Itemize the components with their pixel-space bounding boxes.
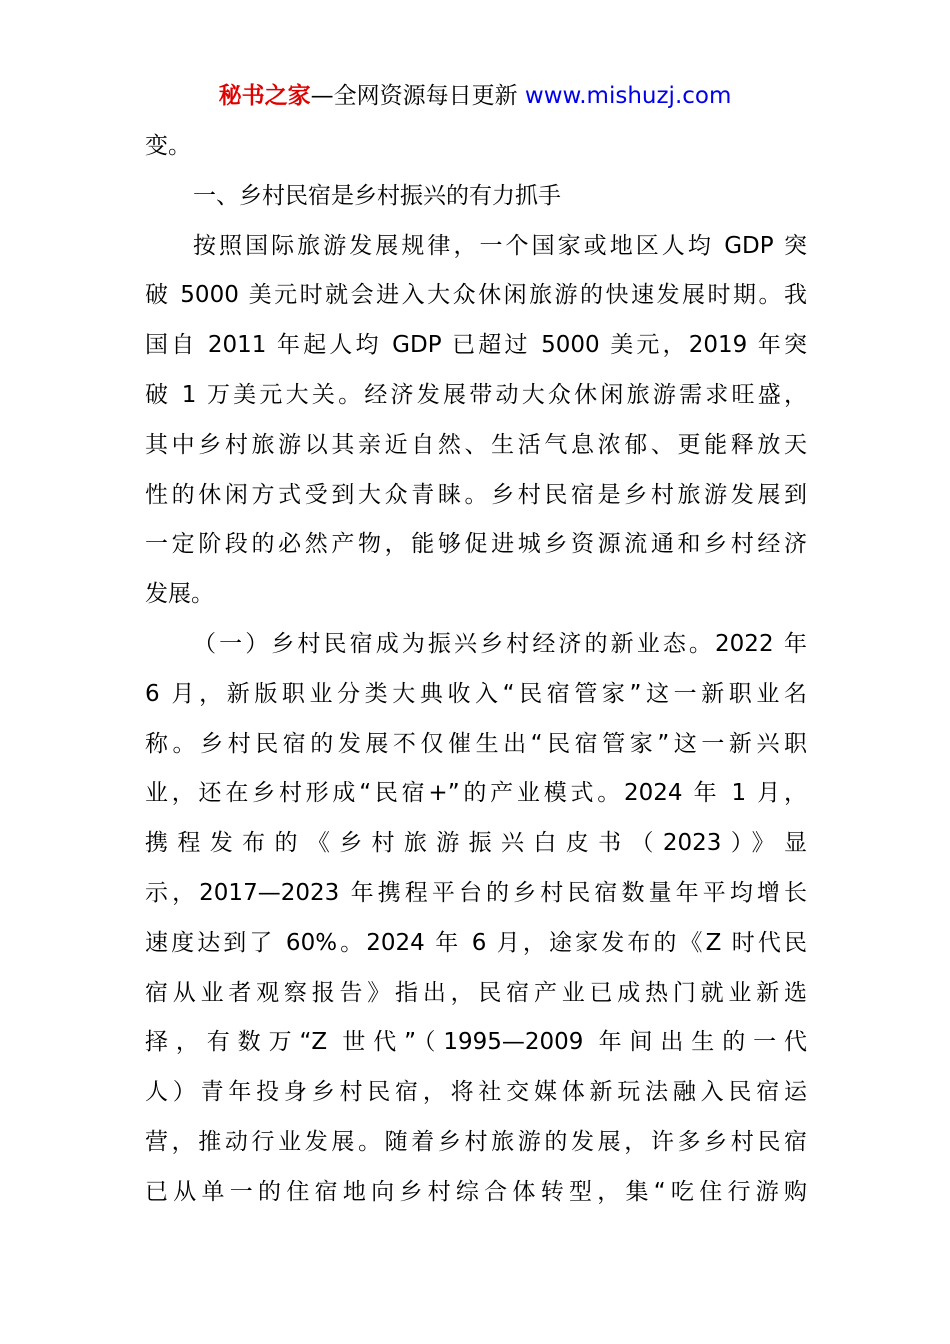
text-line: 业，还在乡村形成“民宿+”的产业模式。2024 年 1 月，: [145, 780, 807, 807]
text-line: 人）青年投身乡村民宿，将社交媒体新玩法融入民宿运: [145, 1079, 807, 1106]
text-line: 按照国际旅游发展规律，一个国家或地区人均 GDP 突: [193, 232, 807, 259]
section-heading: 一、乡村民宿是乡村振兴的有力抓手: [193, 182, 561, 209]
text-line: 发展。: [145, 581, 214, 608]
site-tagline: —全网资源每日更新: [310, 83, 525, 109]
text-line: 携程发布的《乡村旅游振兴白皮书（2023）》显: [145, 830, 807, 857]
text-line: 性的休闲方式受到大众青睐。乡村民宿是乡村旅游发展到: [145, 481, 807, 508]
text-line: 一定阶段的必然产物，能够促进城乡资源流通和乡村经济: [145, 531, 807, 558]
text-line: 变。: [145, 133, 191, 159]
site-url-link[interactable]: www.mishuzj.com: [524, 83, 732, 109]
text-line: 6 月，新版职业分类大典收入“民宿管家”这一新职业名: [145, 680, 807, 707]
text-line: 示，2017—2023 年携程平台的乡村民宿数量年平均增长: [145, 879, 807, 906]
text-line: 破 1 万美元大关。经济发展带动大众休闲旅游需求旺盛，: [145, 381, 807, 408]
document-body: [145, 122, 807, 1218]
site-brand: 秘书之家: [218, 83, 311, 109]
site-header: [0, 80, 950, 112]
text-line: 国自 2011 年起人均 GDP 已超过 5000 美元，2019 年突: [145, 332, 807, 359]
subsection-heading: （一）乡村民宿成为振兴乡村经济的新业态。2022 年: [193, 630, 807, 657]
text-line: 已从单一的住宿地向乡村综合体转型，集“吃住行游购: [145, 1178, 807, 1205]
text-line: 其中乡村旅游以其亲近自然、生活气息浓郁、更能释放天: [145, 431, 807, 458]
text-line: 择，有数万“Z 世代”（1995—2009 年间出生的一代: [145, 1029, 807, 1056]
text-line: 称。乡村民宿的发展不仅催生出“民宿管家”这一新兴职: [145, 730, 807, 757]
text-line: 营，推动行业发展。随着乡村旅游的发展，许多乡村民宿: [145, 1128, 807, 1155]
text-line: 宿从业者观察报告》指出，民宿产业已成热门就业新选: [145, 979, 807, 1006]
text-line: 破 5000 美元时就会进入大众休闲旅游的快速发展时期。我: [145, 282, 807, 309]
text-line: 速度达到了 60%。2024 年 6 月，途家发布的《Z 时代民: [145, 929, 807, 956]
